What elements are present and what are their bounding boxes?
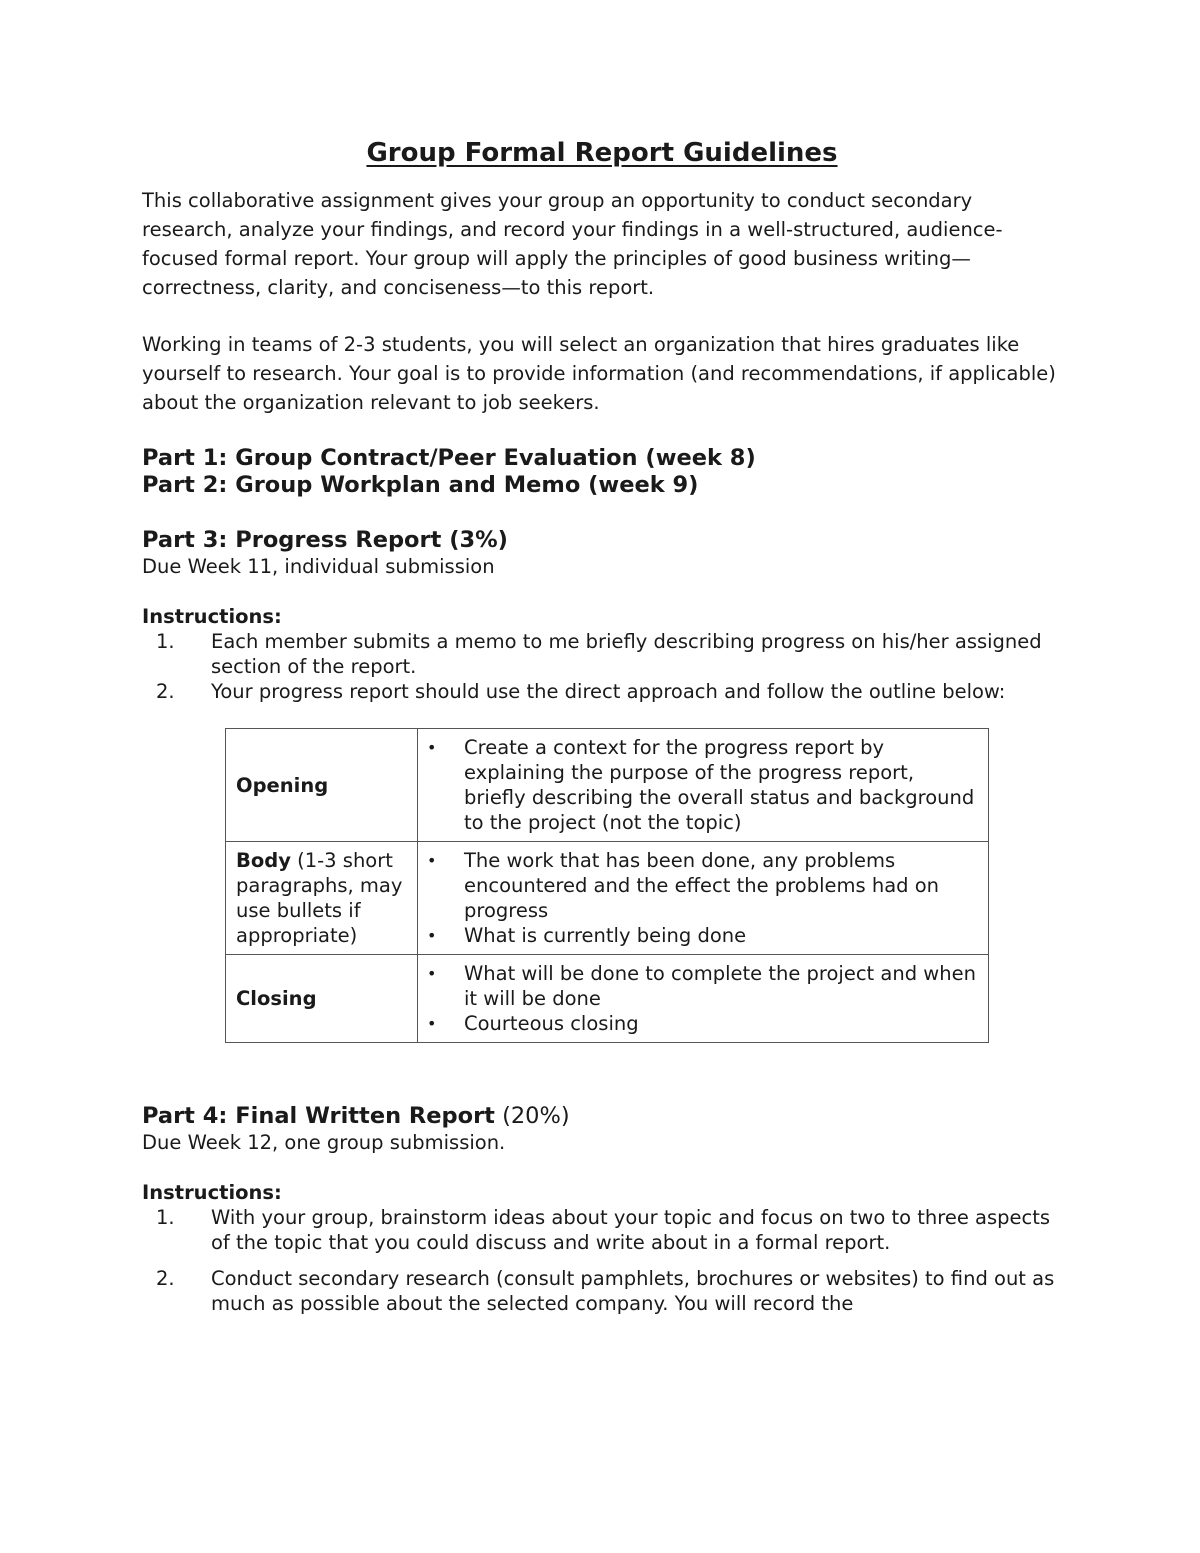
- part3-instructions-label: Instructions:: [142, 605, 282, 628]
- row-label-note: (1-3 short paragraphs, may use bullets if appropriate): [236, 849, 403, 947]
- row-label: Closing: [236, 987, 317, 1010]
- part4-instructions-label: Instructions:: [142, 1181, 282, 1204]
- list-item: [418, 1011, 978, 1036]
- part4-heading-weight: (20%): [494, 1103, 570, 1129]
- part4-heading: [142, 1103, 1062, 1130]
- list-item: [418, 923, 978, 948]
- intro-paragraph-2: Working in teams of 2-3 students, you will select an organization that hires graduates like yourself to research. Your goal is to provide information (and recommendations, if applicable) about the organization relevant to job seekers.: [142, 333, 1056, 414]
- row-points-cell: [418, 729, 989, 842]
- row-label-cell: [226, 955, 418, 1043]
- step-number: 2.: [156, 1267, 175, 1290]
- step-text: Conduct secondary research (consult pamphlets, brochures or websites) to find out as much as possible about the selected company. You will record the: [211, 1267, 1055, 1315]
- progress-report-outline-table: [225, 728, 989, 1043]
- list-item: [142, 679, 1062, 704]
- part4-steps: [142, 1205, 1062, 1316]
- step-text: Each member submits a memo to me briefly describing progress on his/her assigned section of the report.: [211, 630, 1042, 678]
- part3-steps: [142, 629, 1062, 704]
- row-points-cell: [418, 842, 989, 955]
- row-label-cell: [226, 729, 418, 842]
- list-item: [418, 848, 978, 923]
- document-page: [142, 138, 1062, 1316]
- bullet-text: What will be done to complete the project and when it will be done: [464, 962, 976, 1010]
- part3-section: [142, 527, 1062, 1043]
- row-points-cell: [418, 955, 989, 1043]
- list-item: [142, 1205, 1062, 1255]
- list-item: [418, 735, 978, 835]
- part3-heading: Part 3: Progress Report (3%): [142, 527, 508, 553]
- step-number: 1.: [156, 630, 175, 653]
- intro-paragraph-1: This collaborative assignment gives your group an opportunity to conduct secondary research, analyze your findings, and record your findings in a well-structured, audience-focused formal report. Your group will apply the principles of good business writing—correctness, clarity, and conciseness—to this report.: [142, 189, 1003, 299]
- bullet-icon: •: [427, 738, 437, 757]
- bullet-text: Courteous closing: [464, 1012, 639, 1035]
- list-item: [142, 1266, 1062, 1316]
- table-row: [226, 842, 989, 955]
- bullet-icon: •: [427, 926, 437, 945]
- bullet-list: [418, 735, 978, 835]
- row-label-cell: [226, 842, 418, 955]
- part4-due: Due Week 12, one group submission.: [142, 1131, 506, 1154]
- list-item: [142, 629, 1062, 679]
- part3-due: Due Week 11, individual submission: [142, 555, 495, 578]
- row-label: Opening: [236, 773, 329, 797]
- bullet-text: The work that has been done, any problems encountered and the effect the problems had on progress: [464, 849, 940, 922]
- step-number: 2.: [156, 680, 175, 703]
- step-text: Your progress report should use the direct approach and follow the outline below:: [211, 680, 1006, 703]
- part4-heading-text: Part 4: Final Written Report: [142, 1103, 495, 1129]
- row-label: Body: [236, 849, 291, 872]
- page-title: Group Formal Report Guidelines: [366, 138, 838, 168]
- parts-1-2: [142, 445, 1062, 499]
- list-item: [418, 961, 978, 1011]
- table-row: [226, 729, 989, 842]
- step-text: With your group, brainstorm ideas about your topic and focus on two to three aspects of the topic that you could discuss and write about in a formal report.: [211, 1206, 1051, 1254]
- step-number: 1.: [156, 1206, 175, 1229]
- bullet-list: [418, 848, 978, 948]
- bullet-list: [418, 961, 978, 1036]
- part2-heading: Part 2: Group Workplan and Memo (week 9): [142, 472, 699, 498]
- part1-heading: Part 1: Group Contract/Peer Evaluation (week 8): [142, 445, 756, 471]
- bullet-icon: •: [427, 964, 437, 983]
- bullet-text: What is currently being done: [464, 924, 747, 947]
- bullet-icon: •: [427, 1014, 437, 1033]
- part4-section: [142, 1103, 1062, 1316]
- bullet-icon: •: [427, 851, 437, 870]
- bullet-text: Create a context for the progress report by explaining the purpose of the progress report, briefly describing the overall status and background to the project (not the topic): [464, 736, 975, 834]
- table-row: [226, 955, 989, 1043]
